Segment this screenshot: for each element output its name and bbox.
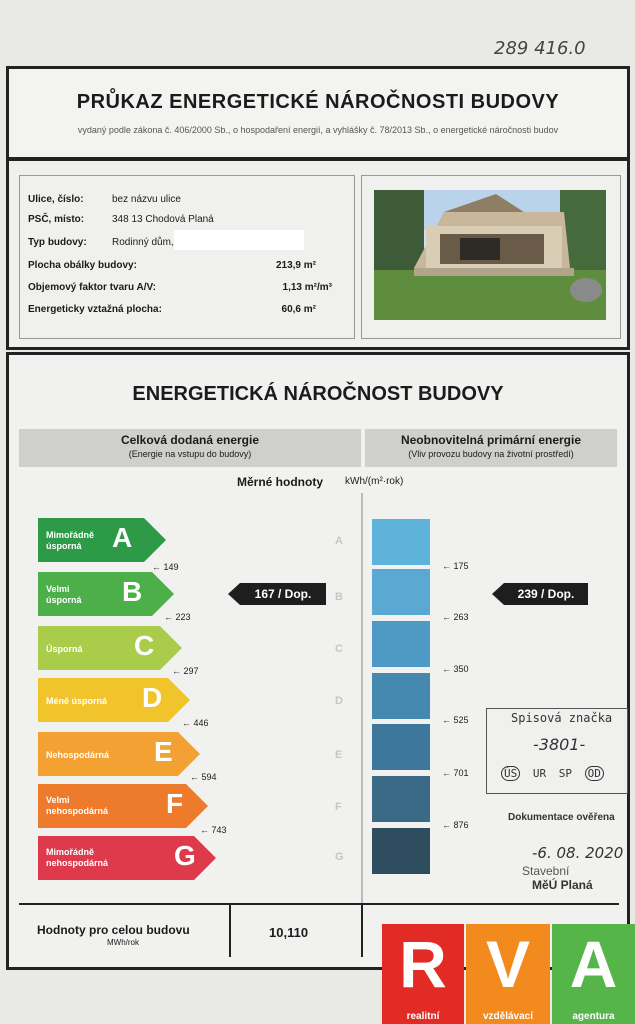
class-letter-g: G: [174, 840, 196, 871]
type-label: Typ budovy:: [28, 237, 87, 248]
delivered-energy-rating: 167 / Dop.: [254, 587, 312, 601]
stamp-verified-label: Dokumentace ověřena: [508, 812, 615, 823]
stamp-date: -6. 08. 2020: [532, 844, 624, 862]
threshold-right-d-value: 525: [453, 715, 469, 725]
primary-bar-c: [372, 621, 430, 667]
ghost-letter-a: A: [335, 535, 343, 547]
stamp-parts: [501, 767, 604, 780]
threshold-right-d: ← 525: [442, 715, 469, 725]
threshold-left-b: ← 223: [164, 612, 191, 622]
logo-tile-a: [552, 924, 635, 1024]
stamp-office-line2: MěÚ Planá: [532, 878, 593, 892]
class-name-b: Velmi úsporná: [46, 584, 82, 605]
threshold-right-a: ← 175: [442, 561, 469, 571]
threshold-right-a-value: 175: [453, 561, 469, 571]
envelope-row: [28, 260, 348, 274]
logo-letter-a: A: [569, 927, 618, 1001]
threshold-right-e: ← 701: [442, 768, 469, 778]
certificate-header: [6, 66, 630, 160]
threshold-right-c-value: 350: [453, 664, 469, 674]
factor-value: 1,13 m²/m³: [282, 282, 332, 293]
psc-label: PSČ, místo:: [28, 214, 85, 225]
specific-values-unit: kWh/(m²·rok): [345, 476, 404, 487]
primary-bar-e: [372, 724, 430, 770]
class-name-a: Mimořádně úsporná: [46, 530, 95, 551]
building-total-value-cell: [231, 905, 363, 957]
threshold-right-e-value: 701: [453, 768, 469, 778]
logo-tile-r: [382, 924, 464, 1024]
primary-bar-b: [372, 569, 430, 615]
stamp-title: Spisová značka: [511, 711, 613, 725]
logo-letter-r: R: [399, 927, 447, 1001]
area-value: 60,6 m²: [281, 304, 316, 315]
class-letter-d: D: [142, 682, 163, 713]
logo-word-realitni: realitní: [406, 1011, 440, 1022]
ghost-letter-c: C: [335, 643, 343, 655]
type-value: Rodinný dům,: [112, 237, 174, 248]
delivered-energy-header: [19, 429, 361, 467]
ghost-letter-d: D: [335, 695, 343, 707]
building-total-unit: MWh/rok: [107, 938, 139, 947]
factor-row: [28, 282, 348, 296]
stamp-part-od: OD: [585, 766, 604, 781]
building-photo: [374, 190, 606, 320]
redaction-box: [174, 230, 304, 250]
class-name-f: Velmi nehospodárná: [46, 795, 109, 816]
street-row: [28, 194, 348, 208]
primary-bar-f: [372, 776, 430, 822]
logo-tile-v: [466, 924, 550, 1024]
factor-label: Objemový faktor tvaru A/V:: [28, 282, 156, 293]
threshold-left-a-value: 149: [163, 562, 179, 572]
envelope-label: Plocha obálky budovy:: [28, 260, 137, 271]
threshold-left-f: ← 743: [200, 825, 227, 835]
threshold-left-f-value: 743: [211, 825, 227, 835]
class-letter-b: B: [122, 576, 143, 607]
type-row: [28, 237, 348, 251]
logo-word-vzdelavaci: vzdělávací: [482, 1011, 534, 1022]
energy-class-c: [38, 626, 186, 670]
threshold-left-b-value: 223: [175, 612, 191, 622]
building-total-value: 10,110: [269, 925, 309, 940]
threshold-left-d: ← 446: [182, 718, 209, 728]
threshold-left-c-value: 297: [183, 666, 199, 676]
threshold-left-c: ← 297: [172, 666, 199, 676]
envelope-value: 213,9 m²: [275, 260, 316, 271]
delivered-energy-marker: [228, 583, 326, 605]
stamp-part-ur: UR: [532, 767, 547, 780]
logo-letter-v: V: [485, 927, 531, 1001]
ghost-letter-f: F: [335, 801, 342, 813]
office-stamp: [486, 708, 628, 794]
threshold-right-f: ← 876: [442, 820, 469, 830]
primary-energy-title: Neobnovitelná primární energie: [400, 433, 582, 447]
primary-bar-g: [372, 828, 430, 874]
energy-class-e: [38, 732, 204, 776]
threshold-right-b: ← 263: [442, 612, 469, 622]
building-info-table: [19, 175, 355, 339]
stamp-part-us: ÚS: [501, 766, 520, 781]
threshold-left-a: ← 149: [152, 562, 179, 572]
threshold-left-e-value: 594: [201, 772, 217, 782]
energy-class-a: [38, 518, 168, 562]
delivered-energy-subtitle: (Energie na vstupu do budovy): [128, 449, 252, 459]
ghost-letter-e: E: [335, 749, 343, 761]
threshold-right-b-value: 263: [453, 612, 469, 622]
area-row: [28, 304, 348, 318]
class-name-c: Úsporná: [46, 644, 83, 654]
threshold-left-e: ← 594: [190, 772, 217, 782]
ghost-letter-g: G: [335, 851, 344, 863]
psc-value: 348 13 Chodová Planá: [112, 214, 214, 225]
building-photo-frame: [361, 175, 621, 339]
threshold-right-f-value: 876: [453, 820, 469, 830]
building-total-label: Hodnoty pro celou budovu: [37, 923, 190, 937]
class-letter-f: F: [166, 788, 184, 819]
stamp-number: -3801-: [533, 735, 586, 754]
certificate-subtitle: vydaný podle zákona č. 406/2000 Sb., o hospodaření energií, a vyhlášky č. 78/2013 Sb., o energetické náročnosti budov: [77, 125, 559, 135]
primary-bar-a: [372, 519, 430, 565]
class-name-d: Méně úsporná: [46, 696, 108, 706]
threshold-right-c: ← 350: [442, 664, 469, 674]
building-total-label-cell: [19, 905, 231, 957]
primary-energy-marker: [492, 583, 588, 605]
street-label: Ulice, číslo:: [28, 194, 84, 205]
building-info-section: [6, 158, 630, 350]
energy-rating-title: ENERGETICKÁ NÁROČNOST BUDOVY: [132, 383, 504, 405]
energy-class-b: [38, 572, 178, 616]
primary-bar-d: [372, 673, 430, 719]
class-letter-c: C: [134, 630, 155, 661]
stamp-part-sp: SP: [558, 767, 572, 780]
handwritten-reference: 289 416.0: [494, 38, 586, 59]
class-letter-e: E: [154, 736, 173, 767]
column-divider: [361, 493, 363, 903]
threshold-left-d-value: 446: [193, 718, 209, 728]
ghost-letter-b: B: [335, 591, 343, 603]
delivered-energy-title: Celková dodaná energie: [120, 433, 260, 447]
primary-energy-header: [365, 429, 617, 467]
class-name-g: Mimořádně nehospodárná: [46, 847, 109, 868]
psc-row: [28, 214, 348, 228]
energy-class-d: [38, 678, 194, 722]
logo-word-agentura: agentura: [572, 1011, 615, 1022]
class-name-e: Nehospodárná: [46, 750, 110, 760]
certificate-title: PRŮKAZ ENERGETICKÉ NÁROČNOSTI BUDOVY: [76, 91, 560, 113]
class-letter-a: A: [112, 522, 133, 553]
energy-class-f: [38, 784, 212, 828]
area-label: Energeticky vztažná plocha:: [28, 304, 162, 315]
primary-energy-rating: 239 / Dop.: [517, 587, 575, 601]
specific-values-row: [19, 471, 617, 493]
primary-energy-subtitle: (Vliv provozu budovy na životní prostředí): [408, 449, 574, 459]
stamp-office-line1: Stavební: [522, 864, 570, 878]
energy-class-g: [38, 836, 220, 880]
specific-values-label: Měrné hodnoty: [237, 475, 323, 489]
street-value: bez názvu ulice: [112, 194, 181, 205]
